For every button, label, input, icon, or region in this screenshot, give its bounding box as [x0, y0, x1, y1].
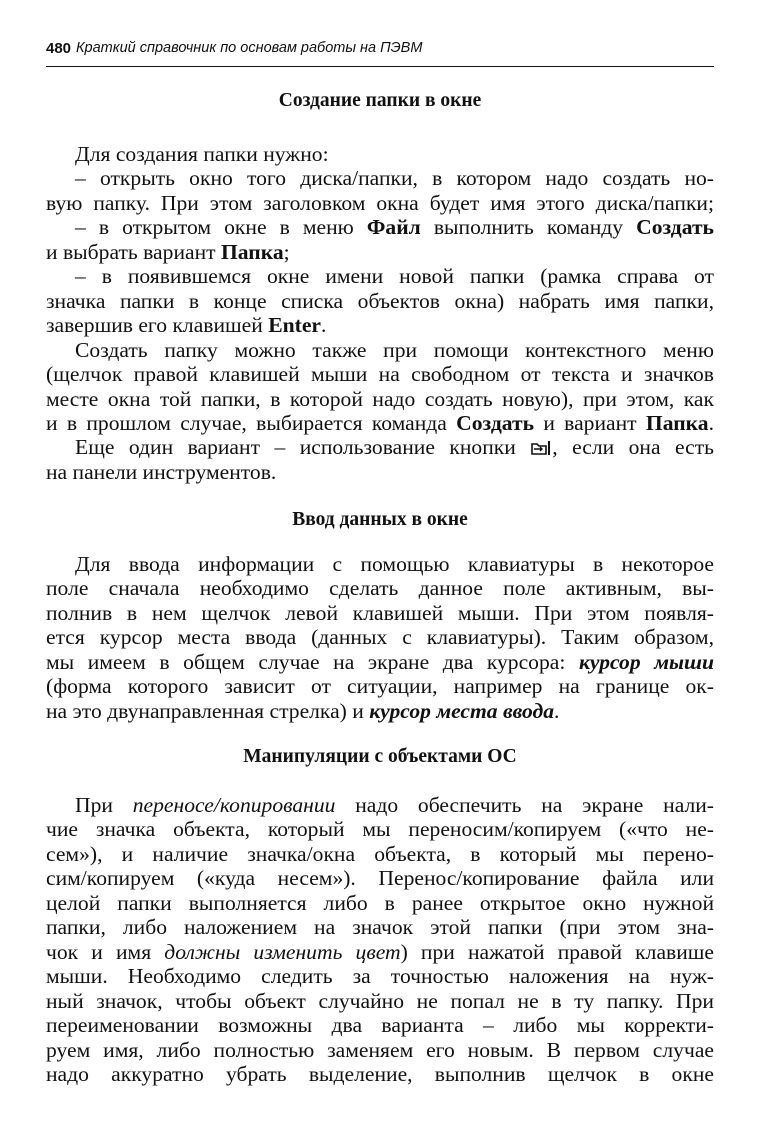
text-line: целой папки выполняется либо в ранее открытое окно нужной [46, 890, 714, 915]
text-line: Для создания папки нужно: [75, 142, 329, 166]
text-line: переименовании возможны два варианта – либо мы корректи- [46, 1013, 714, 1038]
text-line: руем имя, либо полностью заменяем его новым. В первом случае [46, 1037, 714, 1062]
text-line: При переносе/копировании надо обеспечить на экране нали- [75, 793, 714, 817]
text-line: месте окна той папки, в которой надо создать новую), при этом, как [46, 386, 714, 411]
text-line: сем»), и наличие значка/окна объекта, в который мы перено- [46, 841, 714, 866]
text-line: (форма которого зависит от ситуации, например на границе ок- [46, 674, 714, 699]
text-line: на это двунаправленная стрелка) и курсор места ввода. [46, 698, 560, 723]
text-line: завершив его клавишей Enter. [46, 313, 327, 338]
new-folder-icon [530, 438, 552, 456]
text-line: и в прошлом случае, выбирается команда Создать и вариант Папка. [46, 410, 714, 435]
text-line: мыши. Необходимо следить за точностью наложения на нуж- [46, 964, 714, 989]
section-data-input-text [46, 552, 714, 723]
text-line: папки, либо наложением на значок этой папки (при этом зна- [46, 915, 714, 940]
section-heading-os-objects: Манипуляции с объектами ОС [243, 746, 517, 767]
text-line: (щелчок правой клавишей мыши на свободном от текста и значков [46, 362, 714, 387]
text-line: ный значок, чтобы объект случайно не попал не в ту папку. При [46, 988, 714, 1013]
text-line: Для ввода информации с помощью клавиатуры в некоторое [75, 552, 714, 576]
text-line: мы имеем в общем случае на экране два курсора: курсор мыши [46, 649, 714, 674]
page-number: 480 [46, 40, 72, 57]
section-heading-data-input: Ввод данных в окне [292, 509, 468, 530]
text-line: и выбрать вариант Папка; [46, 239, 290, 264]
text-line: – открыть окно того диска/папки, в котором надо создать но- [75, 166, 714, 191]
text-line: значка папки в конце списка объектов окна) набрать имя папки, [46, 288, 714, 313]
section-os-objects-text [46, 793, 714, 1086]
text-line: Создать папку можно также при помощи контекстного меню [75, 337, 714, 362]
text-line: – в открытом окне в меню Файл выполнить команду Создать [75, 215, 714, 240]
section-create-folder-text [46, 142, 714, 484]
text-line: чок и имя должны изменить цвет) при нажатой правой клавише [46, 939, 714, 964]
text-line: сим/копируем («куда несем»). Перенос/копирование файла или [46, 866, 714, 891]
text-line: Еще один вариант – использование кнопки , если она есть [75, 435, 714, 460]
text-line: – в появившемся окне имени новой папки (рамка справа от [75, 264, 714, 289]
section-heading-create-folder: Создание папки в окне [278, 90, 482, 111]
running-title: Краткий справочник по основам работы на ПЭВМ [76, 40, 423, 56]
text-line: полнив в нем щелчок левой клавишей мыши. При этом появля- [46, 600, 714, 625]
text-line: поле сначала необходимо сделать данное поле активным, вы- [46, 576, 714, 601]
page-header [46, 40, 714, 67]
text-line: вую папку. При этом заголовком окна будет имя этого диска/папки; [46, 190, 714, 215]
text-line: ется курсор места ввода (данных с клавиатуры). Таким образом, [46, 625, 714, 650]
text-line: надо аккуратно убрать выделение, выполнив щелчок в окне [46, 1061, 714, 1086]
text-line: на панели инструментов. [46, 459, 277, 484]
text-line: чие значка объекта, который мы переносим/копируем («что не- [46, 817, 714, 842]
